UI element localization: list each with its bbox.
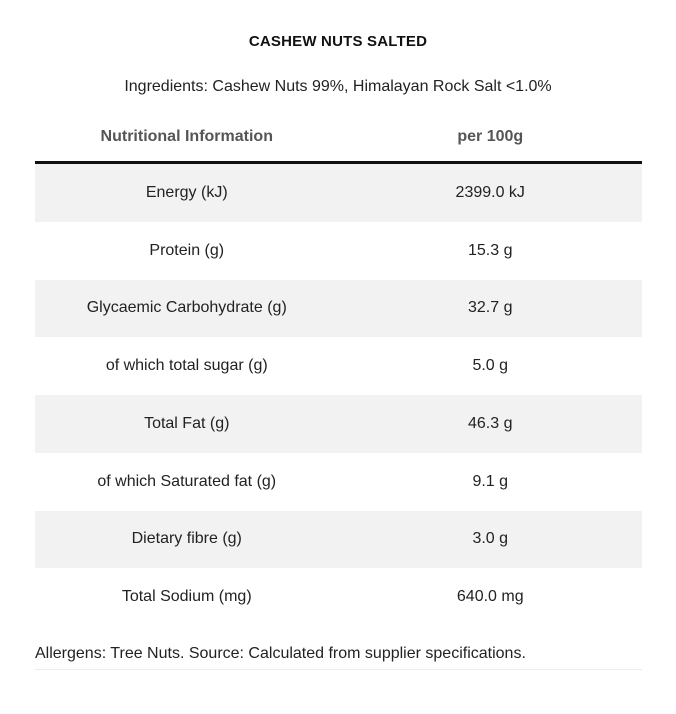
nutrient-name: Energy (kJ) bbox=[145, 183, 228, 201]
allergens-text: Allergens: Tree Nuts. Source: Calculated from supplier specifications. bbox=[35, 645, 526, 662]
header-amount: per 100g bbox=[457, 127, 524, 145]
table-row bbox=[35, 568, 642, 626]
nutrient-amount: 5.0 g bbox=[472, 357, 509, 375]
nutrient-name: Total Fat (g) bbox=[144, 414, 230, 432]
nutrition-table bbox=[35, 112, 642, 626]
product-title: CASHEW NUTS SALTED bbox=[248, 33, 428, 50]
nutrient-amount: 15.3 g bbox=[468, 241, 513, 259]
header-nutrient: Nutritional Information bbox=[100, 127, 273, 145]
table-row bbox=[35, 337, 642, 395]
nutrient-amount: 2399.0 kJ bbox=[455, 183, 525, 201]
ingredients-text: Ingredients: Cashew Nuts 99%, Himalayan Rock Salt <1.0% bbox=[124, 78, 552, 95]
nutrient-amount: 9.1 g bbox=[472, 472, 509, 490]
table-header bbox=[35, 112, 642, 164]
divider bbox=[35, 669, 642, 670]
nutrient-name: Total Sodium (mg) bbox=[121, 588, 252, 606]
nutrient-amount: 3.0 g bbox=[472, 530, 509, 548]
nutrient-name: of which Saturated fat (g) bbox=[97, 472, 277, 490]
table-row bbox=[35, 453, 642, 511]
nutrient-name: Protein (g) bbox=[149, 241, 225, 259]
nutrient-name: of which total sugar (g) bbox=[105, 357, 268, 375]
nutrient-amount: 640.0 mg bbox=[456, 588, 524, 606]
table-row bbox=[35, 511, 642, 569]
nutrient-name: Dietary fibre (g) bbox=[131, 530, 242, 548]
table-row bbox=[35, 280, 642, 338]
table-row bbox=[35, 222, 642, 280]
nutrient-name: Glycaemic Carbohydrate (g) bbox=[86, 299, 287, 317]
table-row bbox=[35, 395, 642, 453]
nutrient-amount: 32.7 g bbox=[468, 299, 513, 317]
nutrient-amount: 46.3 g bbox=[468, 414, 513, 432]
table-row bbox=[35, 164, 642, 222]
